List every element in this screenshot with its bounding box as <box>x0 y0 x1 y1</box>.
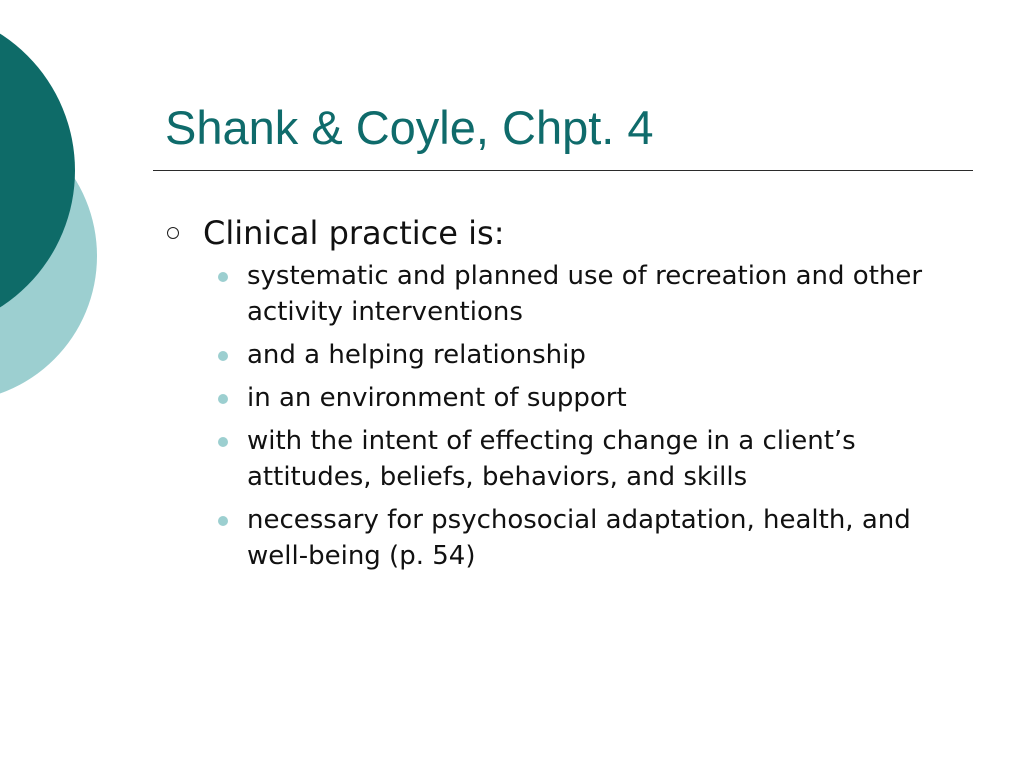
sub-bullet-item <box>165 380 965 416</box>
hollow-circle-bullet-icon <box>167 227 179 239</box>
sub-bullet-item <box>165 502 965 574</box>
sub-point-text: necessary for psychosocial adaptation, health, and well-being (p. 54) <box>247 505 911 571</box>
sub-bullet-item <box>165 337 965 373</box>
sub-point-text: in an environment of support <box>247 383 627 413</box>
sub-bullet-item <box>165 423 965 495</box>
sub-point-text: systematic and planned use of recreation and other activity interventions <box>247 261 923 327</box>
sub-bullet-item <box>165 258 965 330</box>
title-divider <box>153 170 973 171</box>
sub-point-text: with the intent of effecting change in a client’s attitudes, beliefs, behaviors, and skills <box>247 426 856 492</box>
main-bullet-item <box>165 212 965 254</box>
sub-point-text: and a helping relationship <box>247 340 586 370</box>
dot-bullet-icon <box>218 272 228 282</box>
dot-bullet-icon <box>218 351 228 361</box>
main-point-text: Clinical practice is: <box>203 214 505 252</box>
dot-bullet-icon <box>218 437 228 447</box>
slide-title: Shank & Coyle, Chpt. 4 <box>165 101 654 154</box>
dot-bullet-icon <box>218 394 228 404</box>
dot-bullet-icon <box>218 516 228 526</box>
slide-content <box>165 212 965 581</box>
sub-bullet-list <box>165 258 965 574</box>
